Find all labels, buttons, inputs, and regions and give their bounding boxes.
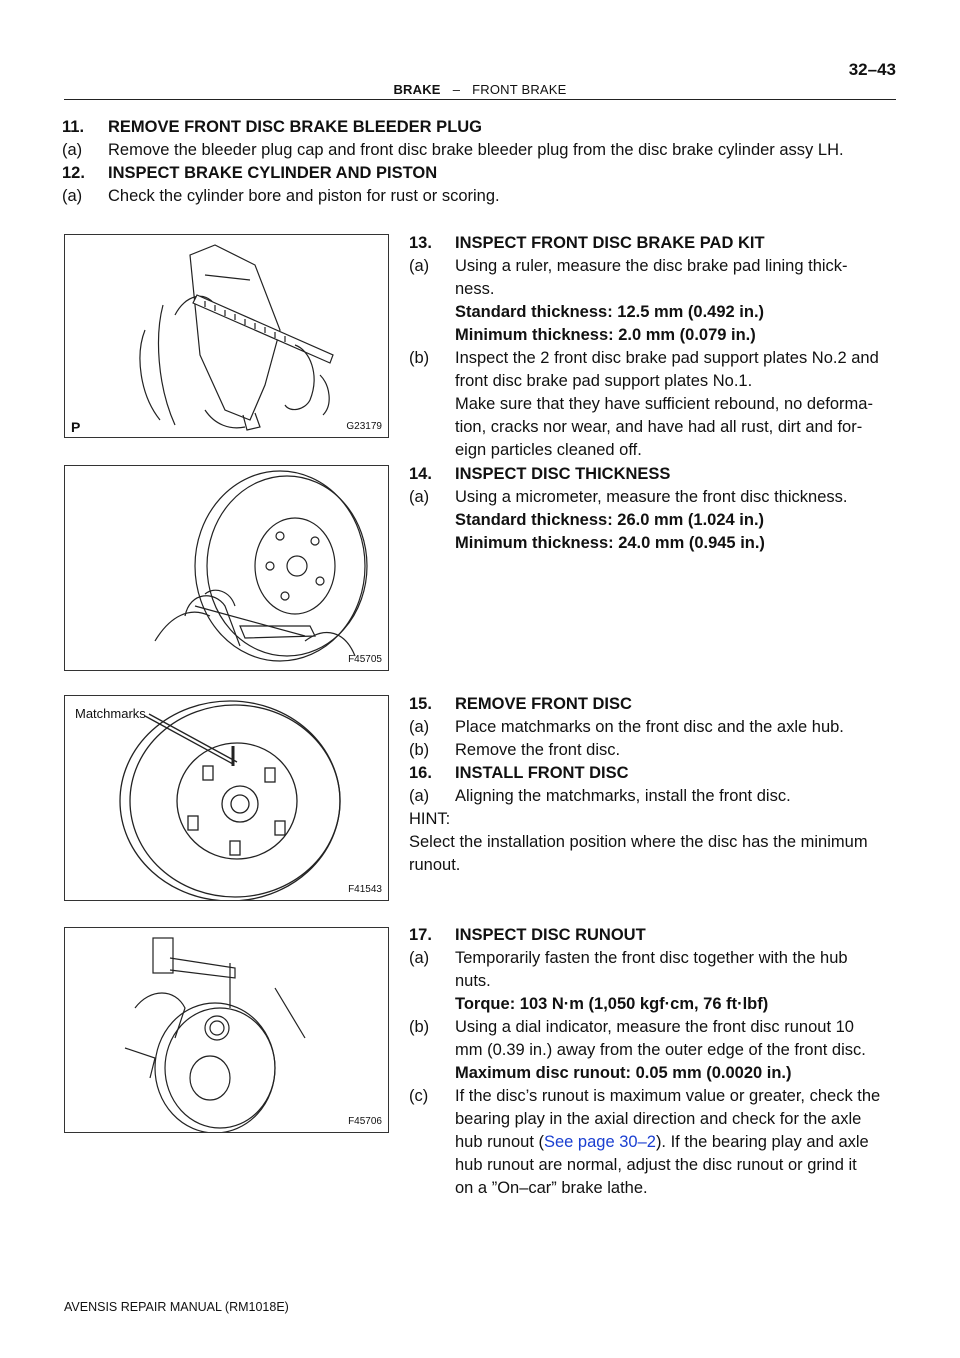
- step-17: [409, 924, 882, 1200]
- item-label: (c): [409, 1087, 429, 1105]
- page-number: 32–43: [848, 60, 896, 79]
- step-text: Remove the bleeder plug cap and front disc brake bleeder plug from the disc brake cylinder assy LH.: [108, 141, 844, 159]
- step-text: Remove the front disc.: [455, 741, 621, 759]
- step-text: Inspect the 2 front disc brake pad support plates No.2 and: [455, 349, 879, 367]
- figure-disc-thickness: [64, 465, 389, 671]
- step-text: eign particles cleaned off.: [455, 441, 642, 459]
- step-14: [409, 463, 882, 555]
- step-text: hub runout are normal, adjust the disc runout or grind it: [455, 1156, 857, 1174]
- matchmarks-label: Matchmarks: [75, 706, 146, 721]
- step-title: REMOVE FRONT DISC BRAKE BLEEDER PLUG: [108, 118, 483, 136]
- spec-max-runout: Maximum disc runout: 0.05 mm (0.0020 in.): [455, 1064, 792, 1082]
- step-text: front disc brake pad support plates No.1.: [455, 372, 753, 390]
- step-number: 12.: [62, 164, 85, 182]
- figure-code: F41543: [348, 884, 382, 895]
- header-separator: –: [452, 82, 461, 97]
- header-title: [64, 82, 896, 97]
- figure-matchmarks: [64, 695, 389, 901]
- step-16: [409, 762, 882, 877]
- page-header: [64, 78, 896, 100]
- step-number: 13.: [409, 234, 432, 252]
- spec-minimum: Minimum thickness: 2.0 mm (0.079 in.): [455, 326, 756, 344]
- step-text: on a ”On–car” brake lathe.: [455, 1179, 648, 1197]
- step-text: Temporarily fasten the front disc together with the hub: [455, 949, 848, 967]
- step-title: INSTALL FRONT DISC: [455, 764, 629, 782]
- item-label: (a): [409, 787, 430, 805]
- figure-code: F45706: [348, 1116, 382, 1127]
- hint-text: Select the installation position where the disc has the minimum: [409, 833, 868, 851]
- spec-standard: Standard thickness: 26.0 mm (1.024 in.): [455, 511, 765, 529]
- step-text: Using a dial indicator, measure the front disc runout 10: [455, 1018, 854, 1036]
- disc-micrometer-illustration: [65, 466, 389, 671]
- item-label: (a): [409, 257, 430, 275]
- figure-mark: P: [71, 419, 81, 435]
- step-text: ). If the bearing play and axle: [655, 1133, 869, 1151]
- step-number: 17.: [409, 926, 432, 944]
- spec-torque: Torque: 103 N·m (1,050 kgf·cm, 76 ft·lbf): [455, 995, 769, 1013]
- step-text: Using a micrometer, measure the front disc thickness.: [455, 488, 848, 506]
- item-label: (a): [62, 141, 83, 159]
- step-text: Using a ruler, measure the disc brake pad lining thick-: [455, 257, 848, 275]
- step-text: Place matchmarks on the front disc and the axle hub.: [455, 718, 844, 736]
- item-label: (a): [409, 488, 430, 506]
- step-11: [62, 116, 902, 162]
- step-text: mm (0.39 in.) away from the outer edge of the front disc.: [455, 1041, 866, 1059]
- step-title: INSPECT DISC THICKNESS: [455, 465, 671, 483]
- step-text: Aligning the matchmarks, install the front disc.: [455, 787, 791, 805]
- figure-code: G23179: [346, 421, 382, 432]
- step-title: INSPECT BRAKE CYLINDER AND PISTON: [108, 164, 438, 182]
- step-title: REMOVE FRONT DISC: [455, 695, 632, 713]
- step-12: [62, 162, 902, 208]
- figure-disc-runout: [64, 927, 389, 1133]
- hint-label: HINT:: [409, 810, 451, 828]
- step-text: bearing play in the axial direction and check for the axle: [455, 1110, 862, 1128]
- step-number: 11.: [62, 118, 85, 136]
- step-number: 16.: [409, 764, 432, 782]
- step-text: If the disc’s runout is maximum value or greater, check the: [455, 1087, 881, 1105]
- step-text: hub runout (: [455, 1133, 544, 1151]
- pad-ruler-illustration: [65, 235, 389, 438]
- step-text: ness.: [455, 280, 495, 298]
- item-label: (a): [62, 187, 83, 205]
- figure-code: F45705: [348, 654, 382, 665]
- step-title: INSPECT FRONT DISC BRAKE PAD KIT: [455, 234, 765, 252]
- header-subsection: FRONT BRAKE: [472, 82, 567, 97]
- dial-indicator-illustration: [65, 928, 389, 1133]
- item-label: (b): [409, 741, 430, 759]
- step-13: [409, 232, 882, 462]
- step-text: Make sure that they have sufficient rebound, no deforma-: [455, 395, 873, 413]
- item-label: (b): [409, 349, 430, 367]
- disc-matchmarks-illustration: [65, 696, 389, 901]
- header-section: BRAKE: [393, 82, 441, 97]
- spec-minimum: Minimum thickness: 24.0 mm (0.945 in.): [455, 534, 765, 552]
- spec-standard: Standard thickness: 12.5 mm (0.492 in.): [455, 303, 765, 321]
- step-15: [409, 693, 882, 762]
- step-number: 15.: [409, 695, 432, 713]
- item-label: (a): [409, 718, 430, 736]
- step-number: 14.: [409, 465, 432, 483]
- item-label: (a): [409, 949, 430, 967]
- step-title: INSPECT DISC RUNOUT: [455, 926, 646, 944]
- hint-text: runout.: [409, 856, 461, 874]
- item-label: (b): [409, 1018, 430, 1036]
- footer-manual-title: AVENSIS REPAIR MANUAL (RM1018E): [64, 1300, 289, 1314]
- step-text: nuts.: [455, 972, 491, 990]
- step-text-with-link: [409, 1131, 882, 1154]
- step-text: tion, cracks nor wear, and have had all rust, dirt and for-: [455, 418, 863, 436]
- step-text: Check the cylinder bore and piston for rust or scoring.: [108, 187, 500, 205]
- figure-pad-measurement: [64, 234, 389, 438]
- see-page-link[interactable]: See page 30–2: [543, 1133, 656, 1151]
